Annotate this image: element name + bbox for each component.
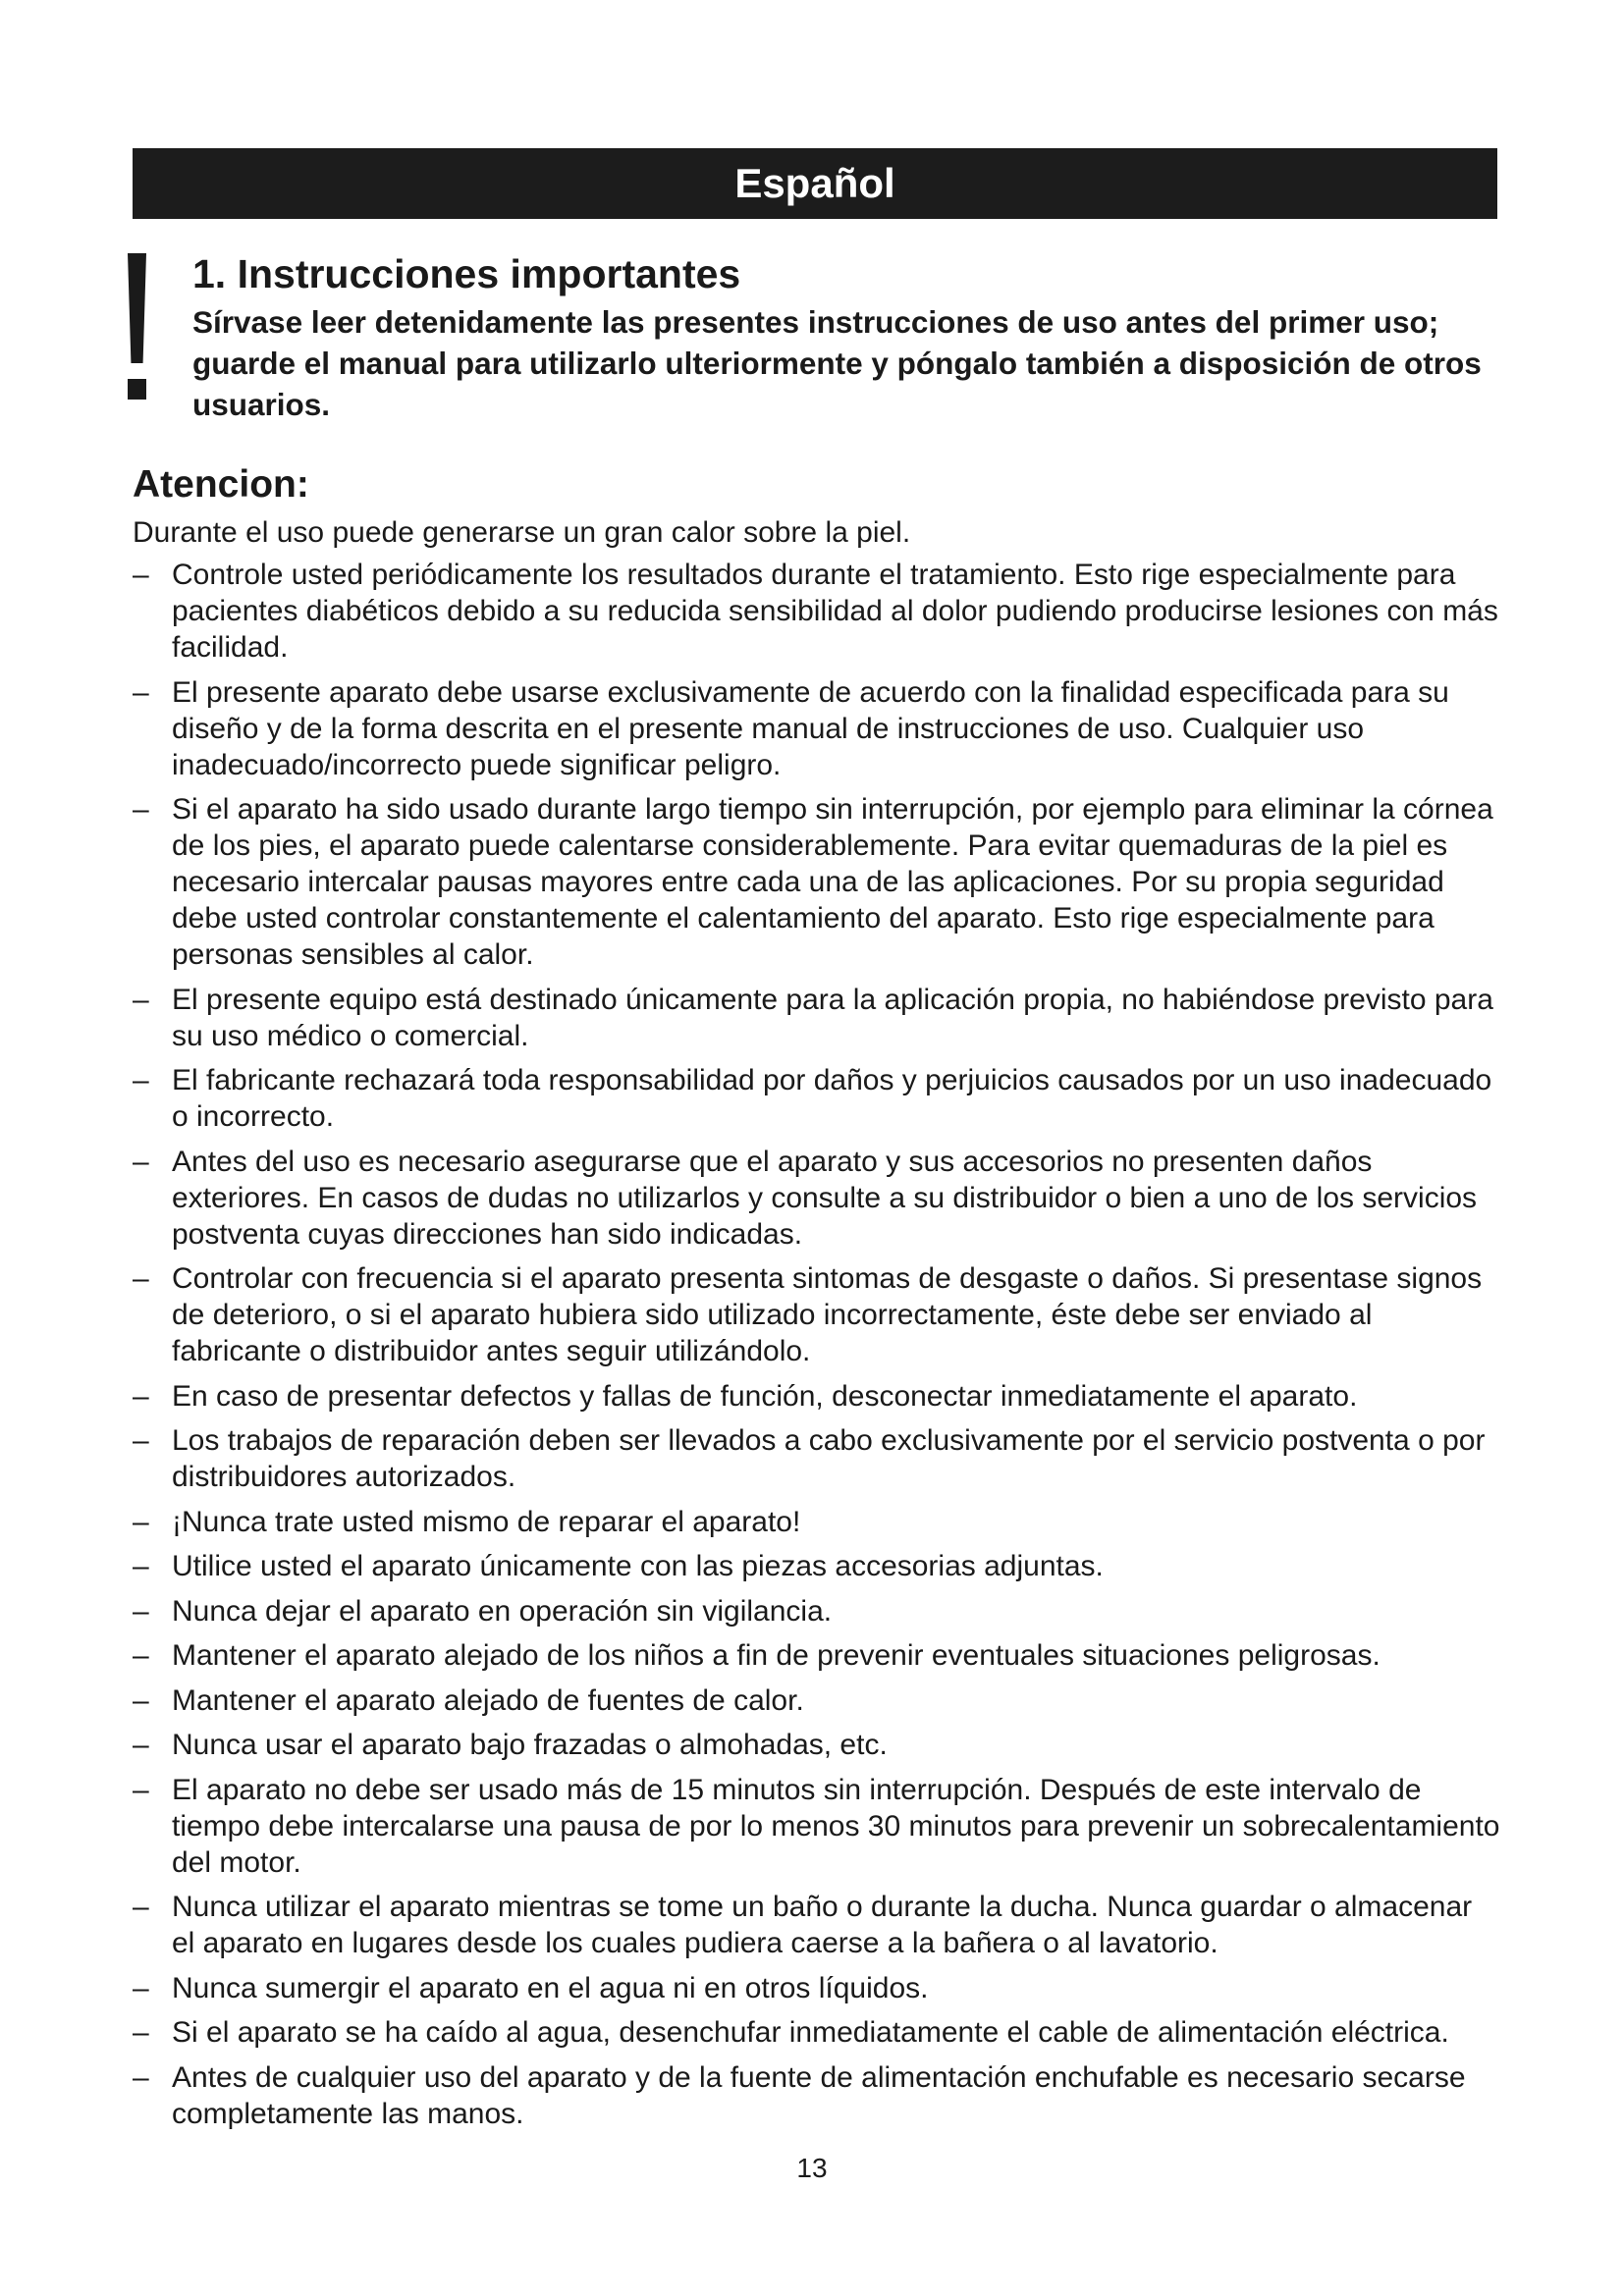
- dash-bullet: –: [133, 1683, 149, 1717]
- warning-item: [133, 1727, 1502, 1763]
- warning-text: Antes del uso es necesario asegurarse que el aparato y sus accesorios no presenten daños exteriores. En casos de dudas no utilizarlos y consulte a su distribuidor o bien a uno de los servicios postventa cuyas direcciones han sido indicadas.: [172, 1145, 1478, 1251]
- dash-bullet: –: [133, 559, 149, 591]
- warning-text: Nunca utilizar el aparato mientras se tome un baño o durante la ducha. Nunca guardar o almacenar el aparato en lugares desde los cuales pudiera caerse a la bañera o al lavatorio.: [172, 1891, 1473, 1959]
- warning-text: Mantener el aparato alejado de los niños a fin de prevenir eventuales situaciones peligrosas.: [172, 1639, 1380, 1672]
- warning-text: Mantener el aparato alejado de fuentes de calor.: [172, 1683, 804, 1717]
- warning-item: [133, 1772, 1502, 1881]
- warning-text: Utilice usted el aparato únicamente con las piezas accesorias adjuntas.: [172, 1550, 1104, 1582]
- warning-text: Nunca dejar el aparato en operación sin vigilancia.: [172, 1594, 833, 1628]
- warning-text: Controlar con frecuencia si el aparato presenta sintomas de desgaste o daños. Si presentase signos de deterioro, o si el aparato hubiera sido utilizado incorrectamente, éste debe ser enviado al fabricante o distribuidor antes seguir utilizándolo.: [172, 1262, 1483, 1367]
- warning-text: El presente equipo está destinado únicamente para la aplicación propia, no habiéndose previsto para su uso médico o comercial.: [172, 983, 1493, 1052]
- warning-item: [133, 1593, 1502, 1629]
- warning-text: Antes de cualquier uso del aparato y de la fuente de alimentación enchufable es necesario secarse completamente las manos.: [172, 2060, 1466, 2130]
- dash-bullet: –: [133, 1550, 149, 1582]
- warning-item: [133, 1637, 1502, 1674]
- warning-item: [133, 2059, 1502, 2132]
- warning-item: [133, 1682, 1502, 1719]
- warning-item: [133, 674, 1502, 783]
- warning-text: Nunca usar el aparato bajo frazadas o almohadas, etc.: [172, 1729, 888, 1761]
- dash-bullet: –: [133, 1505, 149, 1538]
- warning-item: [133, 791, 1502, 973]
- dash-bullet: –: [133, 1379, 149, 1413]
- page-number: 13: [796, 2153, 828, 2183]
- warning-text: El aparato no debe ser usado más de 15 minutos sin interrupción. Después de este intervalo de tiempo debe intercalarse una pausa de por lo menos 30 minutos para prevenir un sobrecalentamiento del motor.: [172, 1773, 1500, 1879]
- warning-text: El fabricante rechazará toda responsabilidad por daños y perjuicios causados por un uso inadecuado o incorrecto.: [172, 1064, 1492, 1133]
- warning-item: [133, 1260, 1502, 1369]
- intro-paragraph: Sírvase leer detenidamente las presentes instrucciones de uso antes del primer uso; guarde el manual para utilizarlo ulteriormente y póngalo también a disposición de otros usuarios.: [192, 304, 1482, 422]
- warning-item: [133, 982, 1502, 1054]
- warning-item: [133, 1504, 1502, 1540]
- warning-text: Los trabajos de reparación deben ser llevados a cabo exclusivamente por el servicio postventa o por distribuidores autorizados.: [172, 1424, 1486, 1493]
- warning-list: [133, 557, 1502, 2140]
- warning-text: Controle usted periódicamente los resultados durante el tratamiento. Esto rige especialmente para pacientes diabéticos debido a su reducida sensibilidad al dolor pudiendo producirse lesiones con más facilidad.: [172, 559, 1498, 664]
- dash-bullet: –: [133, 1594, 149, 1628]
- warning-text: Si el aparato se ha caído al agua, desenchufar inmediatamente el cable de alimentación eléctrica.: [172, 2016, 1449, 2049]
- attention-heading: Atencion:: [133, 463, 309, 506]
- attention-lead: Durante el uso puede generarse un gran calor sobre la piel.: [133, 516, 911, 549]
- dash-bullet: –: [133, 1891, 149, 1923]
- warning-item: [133, 1144, 1502, 1253]
- warning-text: En caso de presentar defectos y fallas de función, desconectar inmediatamente el aparato.: [172, 1379, 1358, 1413]
- dash-bullet: –: [133, 1424, 149, 1457]
- warning-item: [133, 1548, 1502, 1584]
- warning-text: ¡Nunca trate usted mismo de reparar el aparato!: [172, 1505, 801, 1538]
- warning-text: El presente aparato debe usarse exclusivamente de acuerdo con la finalidad especificada para su diseño y de la forma descrita en el presente manual de instrucciones de uso. Cualquier uso inadecuado/incorrecto puede significar peligro.: [172, 675, 1449, 781]
- warning-text: Si el aparato ha sido usado durante largo tiempo sin interrupción, por ejemplo para eliminar la córnea de los pies, el aparato puede calentarse considerablemente. Para evitar quemaduras de la piel es necesario intercalar pausas mayores entre cada una de las aplicaciones. Por su propia seguridad debe usted controlar constantemente el calentamiento del aparato. Esto rige especialmente para personas sensibles al calor.: [172, 793, 1493, 971]
- dash-bullet: –: [133, 793, 149, 826]
- dash-bullet: –: [133, 1639, 149, 1672]
- warning-item: [133, 2014, 1502, 2051]
- section-title: 1. Instrucciones importantes: [192, 251, 741, 296]
- exclamation-icon-bar: [128, 253, 146, 363]
- warning-item: [133, 557, 1502, 666]
- dash-bullet: –: [133, 2016, 149, 2049]
- dash-bullet: –: [133, 1064, 149, 1096]
- dash-bullet: –: [133, 983, 149, 1016]
- warning-item: [133, 1889, 1502, 1961]
- language-header-bar: Español: [133, 148, 1497, 219]
- warning-item: [133, 1422, 1502, 1495]
- dash-bullet: –: [133, 1145, 149, 1178]
- warning-text: Nunca sumergir el aparato en el agua ni en otros líquidos.: [172, 1971, 929, 2004]
- warning-item: [133, 1378, 1502, 1415]
- dash-bullet: –: [133, 1971, 149, 2004]
- dash-bullet: –: [133, 675, 149, 709]
- warning-item: [133, 1062, 1502, 1135]
- dash-bullet: –: [133, 2060, 149, 2094]
- exclamation-icon-dot: [128, 379, 146, 400]
- dash-bullet: –: [133, 1262, 149, 1295]
- warning-item: [133, 1970, 1502, 2006]
- dash-bullet: –: [133, 1729, 149, 1761]
- dash-bullet: –: [133, 1773, 149, 1806]
